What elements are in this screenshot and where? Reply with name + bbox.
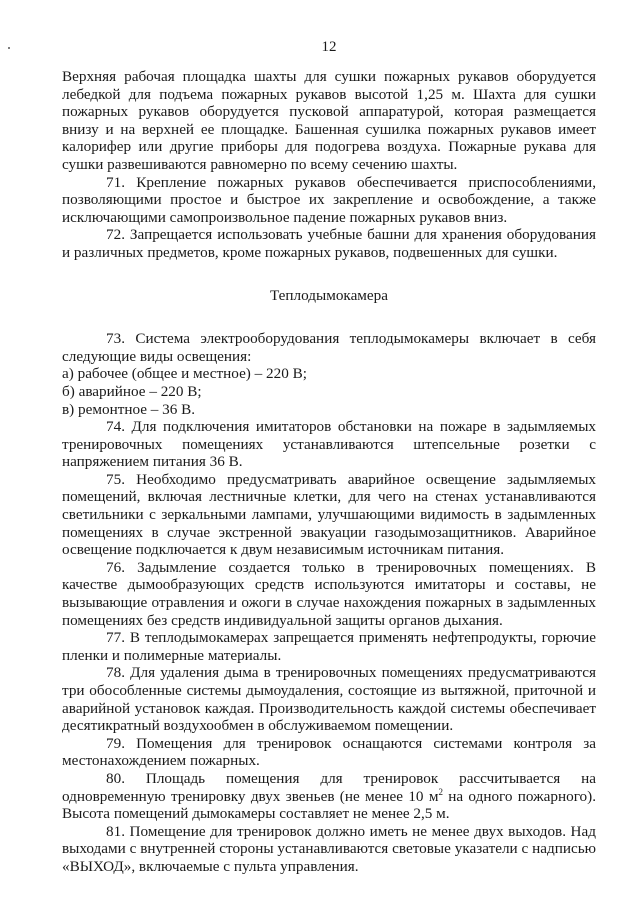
paragraph-80-text-b: на одного пожарного). Высота помещений дымокамеры составляет не менее 2,5 м.: [62, 787, 596, 823]
list-item-b: б) аварийное – 220 В;: [62, 382, 202, 400]
list-item-a: а) рабочее (общее и местное) – 220 В;: [62, 365, 307, 383]
paragraph-81: 81. Помещение для тренировок должно иметь не менее двух выходов. Над выходами с внутренней стороны устанавливаются световые указатели с надписью «ВЫХОД», включаемые с пульта управления.: [62, 822, 596, 875]
paragraph-78: 78. Для удаления дыма в тренировочных помещениях предусматриваются три обособленные системы дымоудаления, состоящие из вытяжной, приточной и аварийной установок каждая. Производительность каждой системы обеспечивает десятикратный воздухообмен в обслуживаемом помещении.: [62, 664, 596, 735]
paragraph-80: [62, 770, 596, 823]
scan-speck: [8, 47, 10, 49]
paragraph-73: 73. Система электрооборудования теплодымокамеры включает в себя следующие виды освещения:: [62, 330, 596, 365]
page-number: 12: [321, 39, 337, 55]
section-heading: Теплодымокамера: [269, 286, 388, 304]
paragraph-75: 75. Необходимо предусматривать аварийное освещение задымляемых помещений, включая лестничные клетки, для чего на стенах устанавливаются светильники с зеркальными лампами, улучшающими видимость в задымленных помещениях в случае экстренной эвакуации газодымозащитников. Аварийное освещение подключается к двум независимым источникам питания.: [62, 470, 596, 559]
paragraph-79: 79. Помещения для тренировок оснащаются системами контроля за местонахождением пожарных.: [62, 734, 596, 770]
list-item-c: в) ремонтное – 36 В.: [62, 400, 196, 418]
superscript-squared: 2: [438, 786, 443, 797]
paragraph-77: 77. В теплодымокамерах запрещается применять нефтепродукты, горючие пленки и полимерные материалы.: [62, 629, 596, 664]
paragraph-80-text-a: 80. Площадь помещения для тренировок рассчитывается на одновременную тренировку двух звеньев (не менее 10 м: [62, 769, 596, 805]
paragraph-71: 71. Крепление пожарных рукавов обеспечивается приспособлениями, позволяющими простое и быстрое их закрепление и освобождение, а также исключающими самопроизвольное падение пожарных рукавов вниз.: [62, 173, 596, 226]
paragraph-74: 74. Для подключения имитаторов обстановки на пожаре в задымляемых тренировочных помещениях устанавливаются штепсельные розетки с напряжением питания 36 В.: [62, 418, 596, 471]
paragraph-76: 76. Задымление создается только в тренировочных помещениях. В качестве дымообразующих средств используются имитаторы и составы, не вызывающие отравления и ожоги в случае нахождения пожарных в задымленных помещениях без средств индивидуальной защиты органов дыхания.: [62, 558, 596, 629]
paragraph-continuation: Верхняя рабочая площадка шахты для сушки пожарных рукавов оборудуется лебедкой для подъема пожарных рукавов высотой 1,25 м. Шахта для сушки пожарных рукавов оборудуется пусковой аппаратурой, которая размещается внизу и на верхней ее площадке. Башенная сушилка пожарных рукавов имеет калорифер или другие приборы для подогрева воздуха. Пожарные рукава для сушки развешиваются равномерно по всему сечению шахты.: [62, 68, 596, 173]
paragraph-72: 72. Запрещается использовать учебные башни для хранения оборудования и различных предметов, кроме пожарных рукавов, подвешенных для сушки.: [62, 226, 596, 261]
